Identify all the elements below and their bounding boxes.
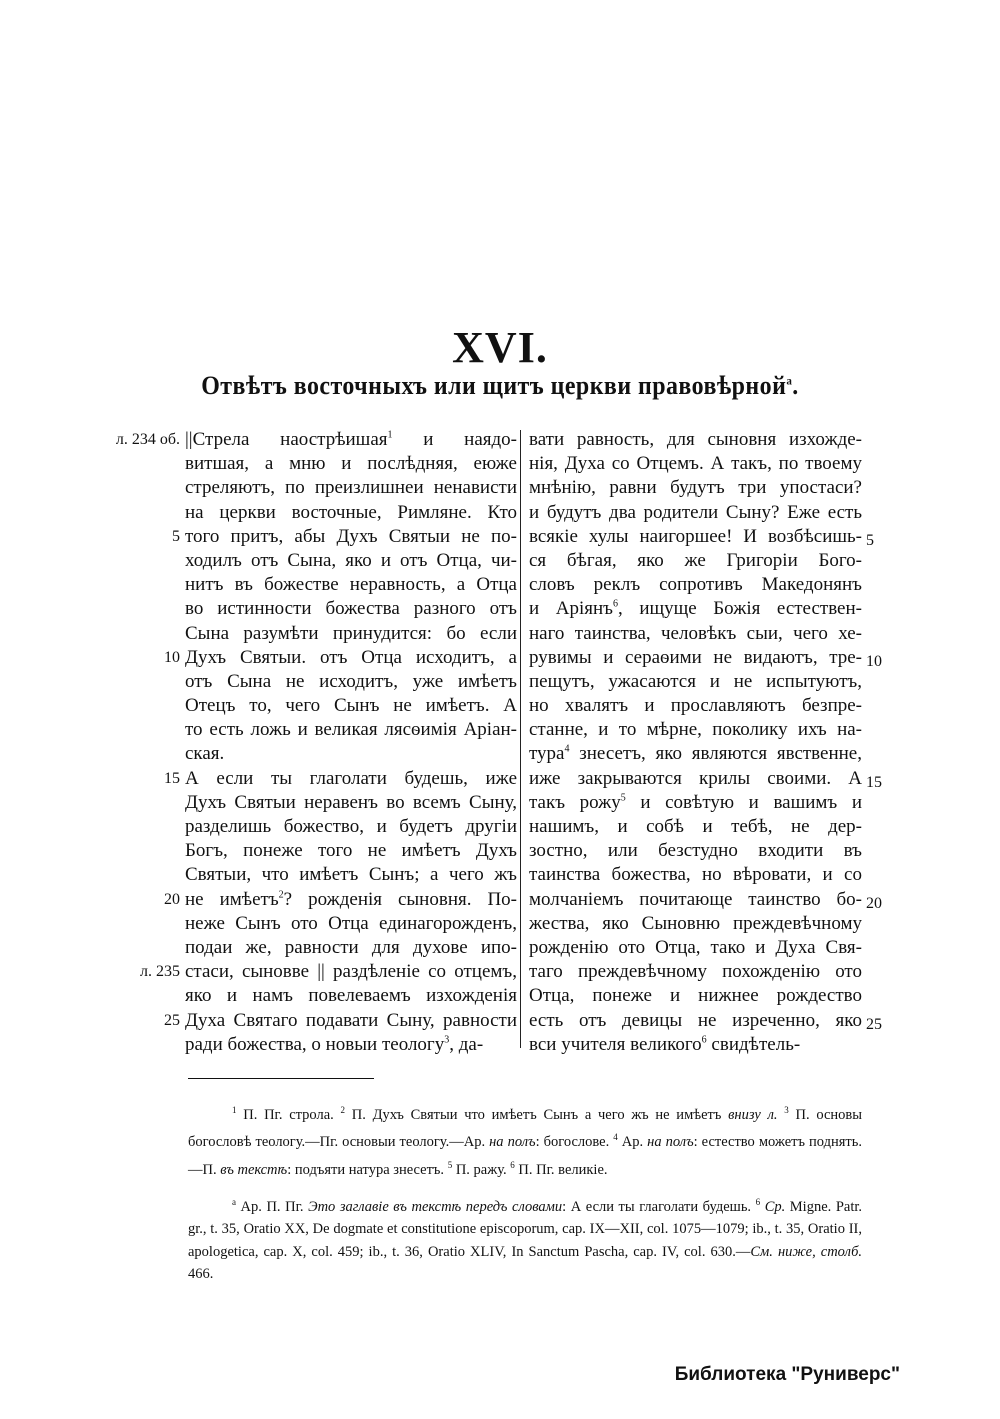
text-line [529,912,862,936]
footnote-text: : богослове. [535,1134,610,1151]
footnote-ref: 2 [278,889,284,901]
line-text: ся бѣгая, яко же Григоріи Бого- [529,549,862,571]
margin-folio: л. 234 об. [115,431,180,448]
line-text: пещутъ, ужасаются и не испытуютъ, [529,670,862,692]
footnote-ref: 6 [701,1034,707,1046]
text-line [529,791,862,815]
text-line [185,622,517,646]
text-line [185,839,517,863]
text-line [529,573,862,597]
margin-line-number: 20 [866,894,882,912]
text-line [529,1033,862,1057]
line-text: , да- [449,1033,484,1055]
footnotes-block-2 [188,1191,862,1286]
line-text: на церкви восточные, Римляне. Кто [185,501,517,523]
line-text: знесетъ, яко являются явственне, [569,743,862,765]
line-text: мнѣнію, равни будутъ три упостаси? [529,477,862,499]
line-text: то есть ложь и великая лясѳимія Аріан- [185,719,517,741]
line-text: нія, Духа со Отцемъ. А такъ, по твоему [529,453,862,475]
text-line [529,742,862,766]
footnote-text: Ар. [617,1134,648,1151]
footnote-text: П. Пг. великіе. [514,1161,608,1178]
line-text: яко и намъ повелеваемъ изхожденія [185,985,517,1007]
text-line [529,525,862,549]
text-line [185,815,517,839]
line-text: жества, яко Сыновню преждевѣчному [529,912,862,934]
text-line [529,1009,862,1033]
line-text: во истинности божества разного отъ [185,598,517,620]
footnote-text: : естество можетъ поднять.—П. [188,1134,862,1178]
line-text: и Аріянъ [529,598,613,620]
footnote-text: П. ражу. [452,1161,511,1178]
text-line [185,791,517,815]
text-line [529,549,862,573]
text-line [529,646,862,670]
line-text: Богъ, понеже того не имѣетъ Духъ [185,840,517,862]
text-line [185,984,517,1008]
line-text: таинства божества, но вѣровати, и со [529,864,862,886]
line-text: есть отъ девицы не изреченно, яко [529,1009,862,1031]
footnote-ref: 3 [444,1034,450,1046]
margin-line-number: 25 [164,1011,180,1029]
line-text: стреляютъ, по преизлишнеи ненависти [185,477,517,499]
footnote-text: 466. [188,1266,214,1283]
text-line [529,622,862,646]
text-line [529,936,862,960]
line-text: не имѣетъ [185,888,279,910]
text-line [529,718,862,742]
line-text: всякіе хулы наигоршее! И возбѣсишь- [529,525,862,547]
text-line [185,742,517,766]
text-line [185,525,517,549]
footnote-mark: 4 [613,1132,618,1143]
footnote-italic: на полъ [647,1134,694,1151]
text-line [529,839,862,863]
margin-line-number: 15 [164,769,180,787]
text-line [529,888,862,912]
text-line [529,597,862,621]
text-line [529,694,862,718]
line-text: , ищуще Божія естествен- [617,598,862,620]
footnotes-block-1 [188,1099,862,1181]
line-text: ? рожденія сыновня. По- [283,888,518,910]
text-line [185,694,517,718]
line-text: Сына разумѣти принудится: бо если [185,622,517,644]
footnote-italic: въ текстѣ [220,1161,288,1178]
text-line [185,1009,517,1033]
line-text: Святыи, что имѣетъ Сынъ; а чего жъ [185,864,517,886]
footnote-text: П. Пг. строла. [236,1106,341,1123]
line-text: и будутъ два родители Сыну? Еже есть [529,501,862,523]
line-text: ||Стрела наострѣишая [185,429,388,450]
text-line [529,452,862,476]
text-line [529,863,862,887]
margin-line-number: 25 [866,1015,882,1033]
footnote-text: Ар. П. Пг. [236,1198,309,1215]
line-text: рожденію ото Отца, тако и Духа Свя- [529,936,862,958]
line-text: вси учителя великого [529,1033,702,1055]
line-text: такъ рожу [529,791,621,813]
footnote-mark: 2 [340,1105,345,1115]
text-line [529,428,862,452]
line-text: рувимы и сераѳими не видаютъ, тре- [529,646,862,668]
text-line [529,815,862,839]
text-line [185,888,517,912]
chapter-title-note-mark: а [786,373,793,388]
footnote-mark: 1 [232,1105,237,1115]
footnote-italic: внизу л. [728,1106,778,1123]
text-line [529,670,862,694]
chapter-title-text: Отвѣтъ восточныхъ или щитъ церкви правовѣрной [201,371,787,400]
chapter-title: Отвѣтъ восточныхъ или щитъ церкви правовѣрной$^а$. [201,371,799,400]
text-line [185,936,517,960]
footnote-text: Migne. Patr. gr., t. 35, Oratio XX, De dogmate et constitutione episcoporum, cap. IX—XII, col. 1075—1079; ib., t. 35, Oratio II, apologetica, cap. X, col. 459; ib., t. 36, Oratio XLIV, In Sanctum Pascha, cap. IV, col. 630.— [188,1198,863,1260]
line-text: станне, и то мѣрне, поколику ихъ на- [529,719,862,741]
line-text: тура [529,743,565,765]
line-text: и наядо- [392,429,517,450]
footnote-italic: на полъ [489,1134,536,1151]
line-text: и совѣтую и вашимъ и [625,791,862,813]
footnote-mark: 3 [784,1105,789,1115]
footnote-ref: 1 [387,429,393,441]
line-text: неже Сынъ ото Отца единагорожденъ, [185,912,517,934]
footnote-text: П. Духъ Святыи что имѣетъ Сынъ а чего жъ не имѣетъ [345,1106,729,1123]
line-text: отъ Сына не исходитъ, уже имѣетъ [185,670,517,692]
footnote-mark: 6 [510,1159,515,1170]
footnote-italic: См. ниже, столб. [750,1243,862,1260]
line-text: Духа Святаго подавати Сыну, равности [185,1009,517,1031]
text-line [185,549,517,573]
line-text: Духъ Святыи. отъ Отца исходитъ, а [185,646,517,668]
line-text: А если ты глаголати будешь, иже [185,767,517,789]
text-line [185,912,517,936]
line-text: иже закрываются крилы своими. А [529,767,862,789]
text-line [185,452,517,476]
library-watermark: Библиотека "Руниверс" [674,1364,900,1385]
text-line [185,718,517,742]
footnote-mark: 6 [755,1197,761,1207]
text-line [185,1033,517,1057]
text-line [529,984,862,1008]
text-line [185,960,517,984]
line-text: Отца, понеже и нижнее рождество [529,985,862,1007]
line-text: зостно, или безстудно входити въ [529,840,862,862]
margin-line-number: 10 [164,648,180,666]
text-line [529,476,862,500]
text-line [529,960,862,984]
text-line [185,476,517,500]
line-text: стаси, сыновве || раздѣленіе со отцемъ, [185,961,517,983]
line-text: свидѣтель- [706,1033,801,1055]
line-text: наго таинства, человѣкъ сыи, чего хе- [529,622,862,644]
footnote-rule [188,1078,374,1079]
chapter-number: XVI. [452,323,548,372]
margin-line-number: 5 [866,531,874,549]
footnote-ref: 5 [620,792,626,804]
footnote-italic: Это заглавіе въ текстѣ передъ словами [308,1198,563,1215]
footnote-text: : подъяти натура знесетъ. [287,1161,448,1178]
text-line [185,428,517,452]
text-line [185,670,517,694]
footnote-mark: 5 [447,1159,453,1170]
line-text: Духъ Святыи неравенъ во всемъ Сыну, [185,791,517,813]
line-text: того притъ, абы Духъ Святыи не по- [185,525,517,547]
line-text: Отецъ то, чего Сынъ не имѣетъ. А [185,695,517,717]
margin-line-number: 5 [172,527,180,545]
line-text: нашимъ, и собѣ и тебѣ, не дер- [529,816,862,837]
line-text: вати равность, для сыновня изхожде- [529,429,862,450]
text-line [185,597,517,621]
column-divider [520,430,521,1048]
margin-folio: л. 235 [140,963,180,981]
line-text: нитъ въ божестве неравность, а Отца [185,574,517,596]
line-text: подаи же, равности для духове ипо- [185,936,517,958]
margin-line-number: 20 [164,890,180,908]
text-line [185,646,517,670]
footnote-mark: а [232,1197,236,1207]
text-line [185,501,517,525]
line-text: разделишь божество, и будетъ другіи [185,816,517,837]
text-line [185,767,517,791]
line-text: витшая, а мню и послѣдняя, еюже [185,453,517,475]
line-text: таго преждевѣчному похожденію ото [529,961,862,983]
right-column [529,428,862,1057]
footnote-ref: 4 [564,744,570,756]
footnote-italic: Ср. [764,1198,786,1215]
left-column [185,428,517,1057]
text-line [529,767,862,791]
line-text: словъ реклъ сопротивъ Македонянъ [529,574,862,596]
line-text: молчаніемъ почитающе таинство бо- [529,888,862,910]
footnote-text: : А если ты глаголати будешь. [562,1198,756,1215]
margin-line-number: 10 [866,652,882,670]
line-text: но хвалятъ и прославляютъ безпре- [529,695,862,717]
text-line [185,573,517,597]
text-line [529,501,862,525]
footnote-text: П. основы богословѣ теологу.—Пг. основыи теологу.—Ар. [188,1106,862,1151]
margin-line-number: 15 [866,773,882,791]
footnote-paragraph [188,1099,862,1181]
line-text: ская. [185,743,225,765]
footnote-ref: 6 [612,598,618,610]
line-text: ради божества, о новыи теологу [185,1033,445,1055]
text-line [185,863,517,887]
line-text: ходилъ отъ Сына, яко и отъ Отца, чи- [185,549,517,571]
footnote-paragraph [188,1191,862,1286]
